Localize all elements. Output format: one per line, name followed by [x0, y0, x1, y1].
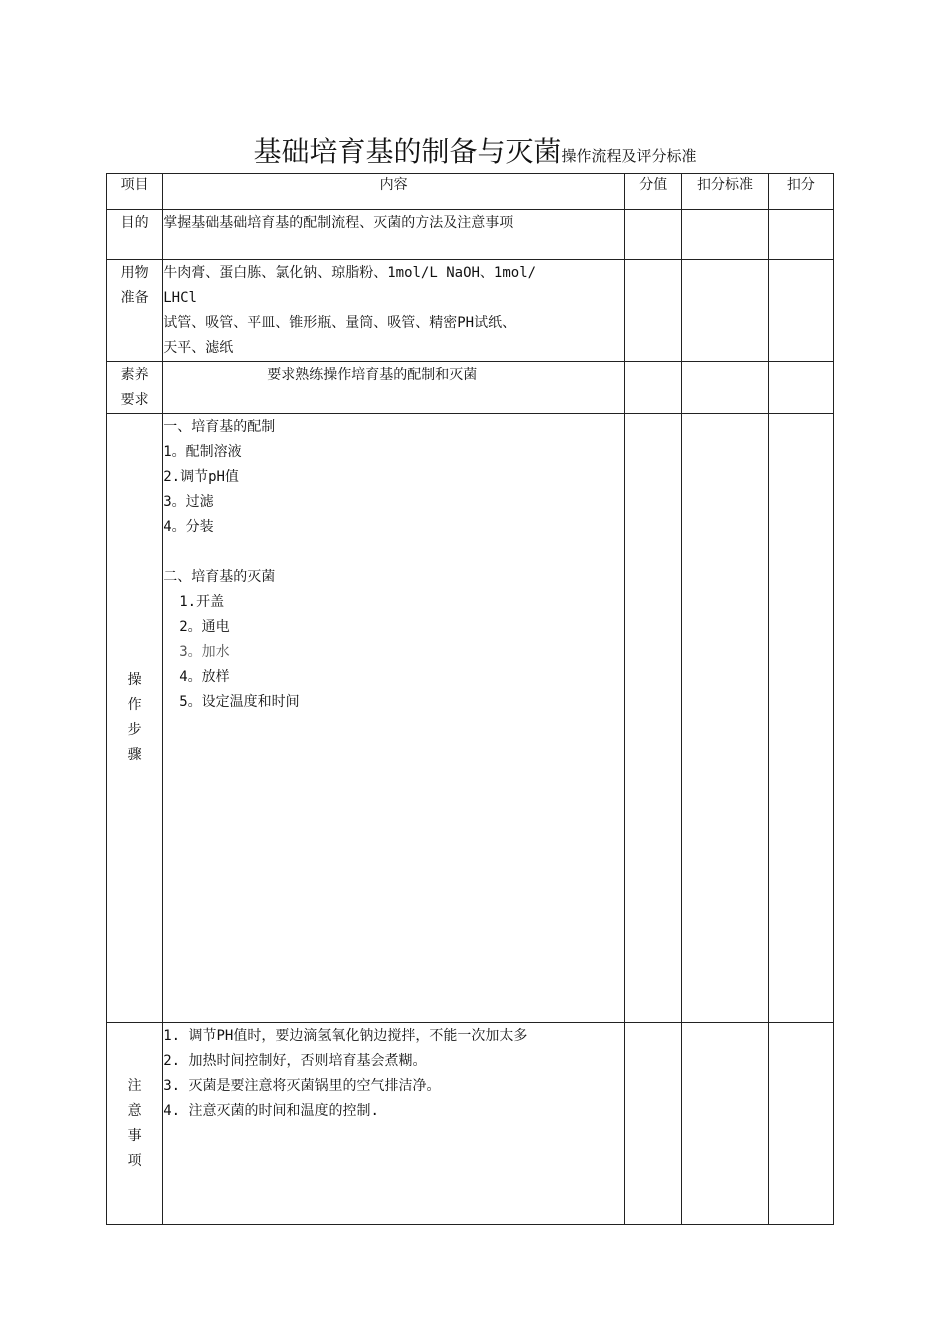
literacy-label: 素养 要求 — [107, 362, 163, 414]
note-item: 4. 注意灭菌的时间和温度的控制. — [163, 1103, 379, 1119]
note-item: 1. 调节PH值时，要边滴氢氧化钠边搅拌，不能一次加太多 — [163, 1028, 528, 1044]
notes-label: 注 意 事 项 — [107, 1023, 163, 1225]
materials-line: 牛肉膏、蛋白胨、氯化钠、琼脂粉、1mol/L NaOH、1mol/ — [163, 265, 537, 281]
goal-text: 掌握基础基础培育基的配制流程、灭菌的方法及注意事项 — [163, 210, 625, 260]
list-item: 2。通电 — [179, 619, 230, 635]
goal-deduction-cell — [768, 210, 833, 260]
literacy-text: 要求熟练操作培育基的配制和灭菌 — [163, 362, 625, 414]
section-heading: 一、培育基的配制 — [163, 419, 276, 435]
list-item: 4。放样 — [179, 669, 230, 685]
list-item: 2.调节pH值 — [163, 469, 239, 485]
list-item: 5。设定温度和时间 — [179, 694, 300, 710]
header-score: 分值 — [625, 174, 682, 210]
document-title — [0, 130, 950, 170]
materials-standard-cell — [682, 260, 768, 362]
steps-content — [163, 414, 625, 1023]
goal-label: 目的 — [107, 210, 163, 260]
title-sub: 操作流程及评分标准 — [561, 147, 697, 165]
list-item: 3。过滤 — [163, 494, 214, 510]
list-item: 1.开盖 — [179, 594, 225, 610]
notes-content — [163, 1023, 625, 1225]
table-row-materials — [107, 260, 834, 362]
note-item: 2. 加热时间控制好，否则培育基会煮糊。 — [163, 1053, 427, 1069]
header-item: 项目 — [107, 174, 163, 210]
notes-deduction-cell — [768, 1023, 833, 1225]
steps-deduction-cell — [768, 414, 833, 1023]
title-main: 基础培育基的制备与灭菌 — [253, 135, 562, 168]
literacy-score-cell — [625, 362, 682, 414]
steps-label: 操 作 步 骤 — [107, 414, 163, 1023]
materials-line: LHCl — [163, 290, 197, 306]
header-content: 内容 — [163, 174, 625, 210]
list-item: 1。配制溶液 — [163, 444, 242, 460]
list-item: 3。加水 — [179, 644, 230, 660]
note-item: 3. 灭菌是要注意将灭菌锅里的空气排洁净。 — [163, 1078, 441, 1094]
materials-text — [163, 260, 625, 362]
steps-score-cell — [625, 414, 682, 1023]
notes-score-cell — [625, 1023, 682, 1225]
table-header-row — [107, 174, 834, 210]
table-row-literacy — [107, 362, 834, 414]
table-row-steps — [107, 414, 834, 1023]
goal-score-cell — [625, 210, 682, 260]
materials-line: 试管、吸管、平皿、锥形瓶、量筒、吸管、精密PH试纸、 — [163, 315, 517, 331]
goal-standard-cell — [682, 210, 768, 260]
table-row-goal — [107, 210, 834, 260]
header-deduction-standard: 扣分标准 — [682, 174, 768, 210]
header-deduction: 扣分 — [768, 174, 833, 210]
literacy-deduction-cell — [768, 362, 833, 414]
materials-deduction-cell — [768, 260, 833, 362]
materials-line: 天平、滤纸 — [163, 340, 234, 356]
section-heading: 二、培育基的灭菌 — [163, 569, 276, 585]
steps-standard-cell — [682, 414, 768, 1023]
materials-score-cell — [625, 260, 682, 362]
notes-standard-cell — [682, 1023, 768, 1225]
scoring-table — [106, 173, 834, 1225]
table-row-notes — [107, 1023, 834, 1225]
literacy-standard-cell — [682, 362, 768, 414]
list-item: 4。分装 — [163, 519, 214, 535]
materials-label: 用物 准备 — [107, 260, 163, 362]
